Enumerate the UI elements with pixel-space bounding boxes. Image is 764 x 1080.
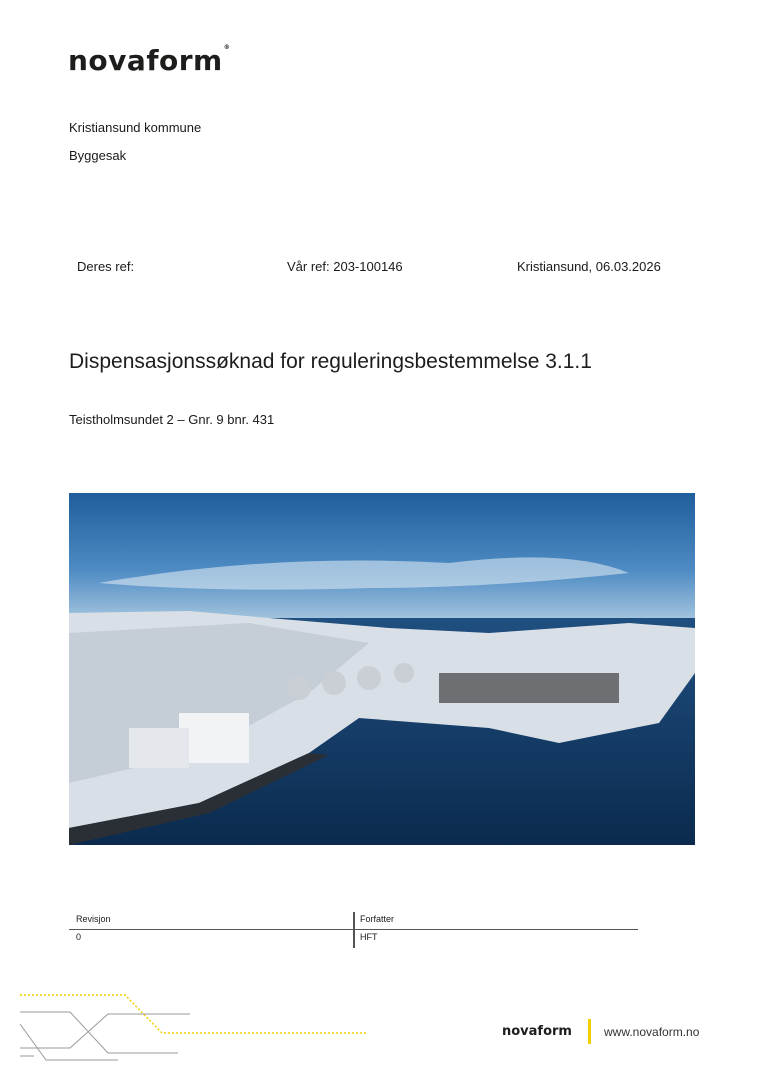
cell-revisjon: 0 — [76, 932, 82, 942]
header-forfatter: Forfatter — [360, 914, 395, 924]
footer-logo: novaform — [502, 1024, 572, 1039]
document-title: Dispensasjonssøknad for reguleringsbestemmelse 3.1.1 — [69, 350, 592, 373]
header-revisjon: Revisjon — [76, 914, 111, 924]
decorative-lines — [0, 980, 380, 1080]
revision-table — [69, 910, 638, 948]
cover-photo-harbour — [69, 493, 695, 845]
document-subtitle: Teistholmsundet 2 – Gnr. 9 bnr. 431 — [69, 412, 275, 427]
footer-divider — [588, 1019, 591, 1044]
recipient-name: Kristiansund kommune — [69, 120, 202, 135]
cell-forfatter: HFT — [360, 932, 378, 942]
footer-url-link[interactable]: www.novaform.no — [604, 1025, 700, 1039]
novaform-logo: novaform® — [68, 44, 231, 77]
deres-ref: Deres ref: — [77, 259, 135, 274]
column-divider — [353, 912, 355, 948]
recipient-department: Byggesak — [69, 148, 127, 163]
place-date: Kristiansund, 06.03.2026 — [517, 259, 661, 274]
var-ref: Vår ref: 203-100146 — [287, 259, 403, 274]
